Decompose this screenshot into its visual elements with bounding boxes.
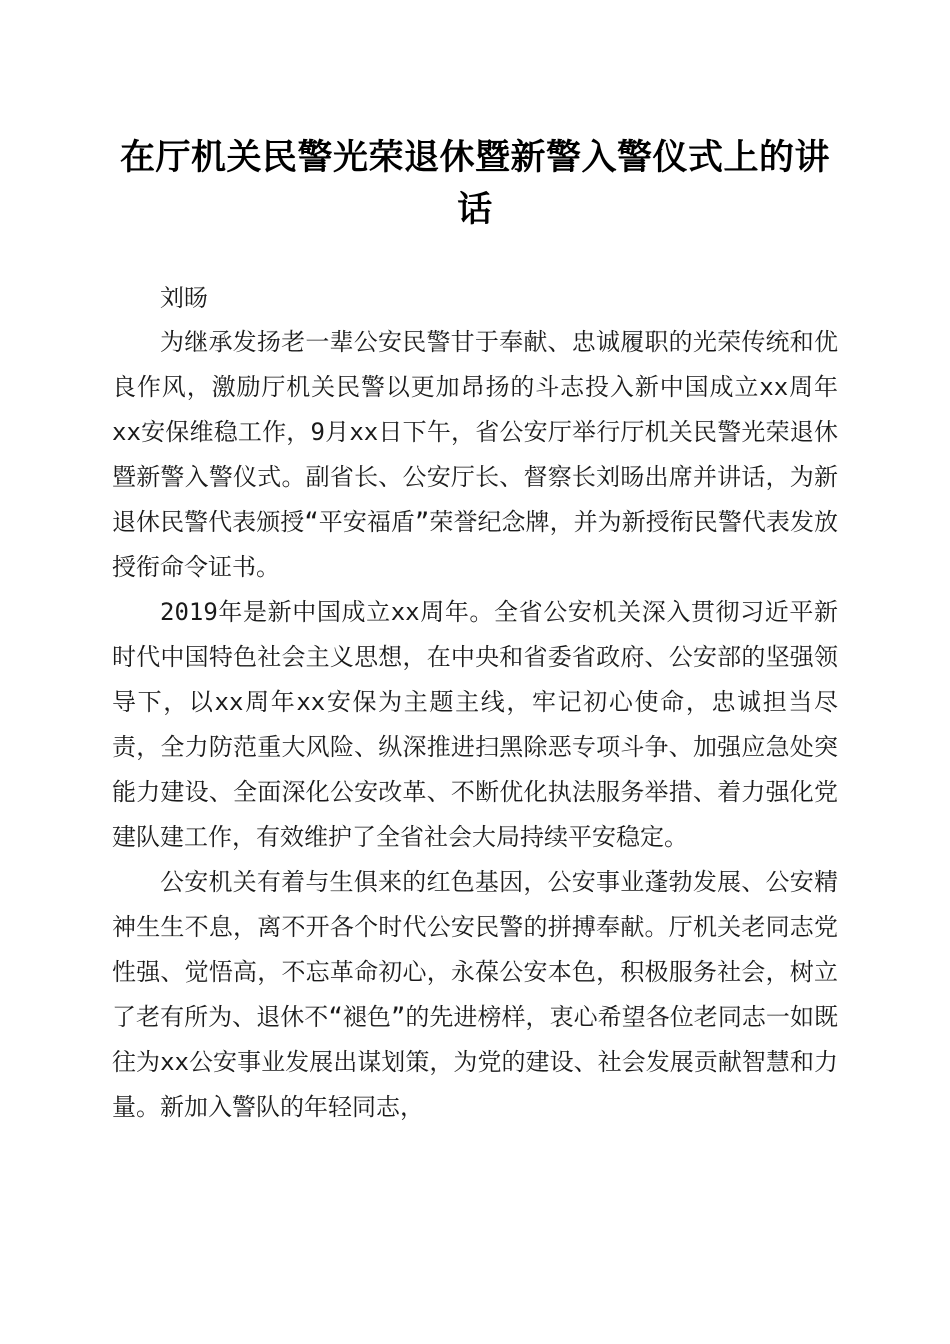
paragraph: 2019年是新中国成立xx周年。全省公安机关深入贯彻习近平新时代中国特色社会主义思想，在中央和省委省政府、公安部的坚强领导下，以xx周年xx安保为主题主线，牢记初心使命，忠诚担当尽责，全力防范重大风险、纵深推进扫黑除恶专项斗争、加强应急处突能力建设、全面深化公安改革、不断优化执法服务举措、着力强化党建队建工作，有效维护了全省社会大局持续平安稳定。	[112, 598, 838, 851]
paragraph: 为继承发扬老一辈公安民警甘于奉献、忠诚履职的光荣传统和优良作风，激励厅机关民警以更加昂扬的斗志投入新中国成立xx周年xx安保维稳工作，9月xx日下午，省公安厅举行厅机关民警光荣退休暨新警入警仪式。副省长、公安厅长、督察长刘旸出席并讲话，为新退休民警代表颁授“平安福盾”荣誉纪念牌，并为新授衔民警代表发放授衔命令证书。	[112, 328, 838, 581]
author-name: 刘旸	[160, 284, 208, 312]
paragraph: 公安机关有着与生俱来的红色基因，公安事业蓬勃发展、公安精神生生不息，离不开各个时代公安民警的拼搏奉献。厅机关老同志党性强、觉悟高，不忘革命初心，永葆公安本色，积极服务社会，树立了老有所为、退休不“褪色”的先进榜样，衷心希望各位老同志一如既往为xx公安事业发展出谋划策，为党的建设、社会发展贡献智慧和力量。新加入警队的年轻同志，	[112, 868, 838, 1121]
document-title: 在厅机关民警光荣退休暨新警入警仪式上的讲话	[119, 137, 830, 230]
document-body	[112, 320, 838, 1130]
